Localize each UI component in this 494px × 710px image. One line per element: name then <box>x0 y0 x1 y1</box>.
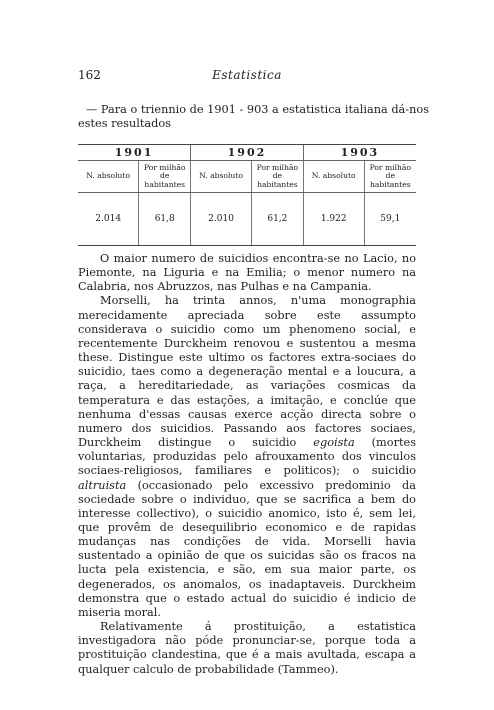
col-header-absolute: N. absoluto <box>303 161 364 193</box>
suicide-statistics-table <box>78 144 416 246</box>
year-header-1902: 1902 <box>191 145 304 161</box>
year-header-1903: 1903 <box>303 145 416 161</box>
table-subheader-row <box>78 161 416 193</box>
body-text <box>78 252 416 677</box>
col-header-per-million: Por milhão de habitantes <box>364 161 416 193</box>
page-number: 162 <box>78 68 101 82</box>
table-row <box>78 193 416 246</box>
paragraph-text: (mortes voluntarias, produzidas pelo afrouxamento dos vinculos sociaes-religiosos, familiares e politicos); o suicidio <box>78 436 416 478</box>
paragraph-text: Morselli, ha trinta annos, n'uma monographia merecidamente apreciada sobre este assumpto considerava o suicidio como um phenomeno social, e recentemente Durckheim renovou e sustentou a mesma these. Distingue este ultimo os factores extra-sociaes do suicidio, taes como a degeneração mental e a loucura, a raça, a hereditariedade, as variações cosmicas da temperatura e das estações, a imitação, e conclúe que nenhuma d'essas causas exerce acção directa sobre o numero dos suicidios. Passando aos factores sociaes, Durckheim distingue o suicidio <box>78 294 416 450</box>
cell-1902-absolute: 2.010 <box>191 193 252 246</box>
table-intro <box>78 103 429 131</box>
cell-1902-per-million: 61,2 <box>251 193 303 246</box>
col-header-per-million: Por milhão de habitantes <box>251 161 303 193</box>
table-year-row <box>78 145 416 161</box>
paragraph-text: (occasionado pelo excessivo predominio da sociedade sobre o individuo, que se sacrifica a bem do interesse collectivo), o suicidio anomico, isto é, sem lei, que provêm de desequilibrio economico e de rapidas mudanças nas condições de vida. Morselli havia sustentado a opinião de que os suicidas são os fracos na lucta pela existencia, e são, em sua maior parte, os degenerados, os anomalos, os inadaptaveis. Durckheim demonstra que o estado actual do suicidio é indicio de miseria moral. <box>78 478 416 619</box>
term-altruista: altruista <box>78 478 127 492</box>
paragraph-prostitution: Relativamente á prostituição, a estatistica investigadora não póde pronunciar-se, porque toda a prostituição clandestina, que é a mais avultada, escapa a qualquer calculo de probabilidade (Tammeo). <box>78 620 416 676</box>
term-egoista: egoista <box>313 436 355 450</box>
col-header-absolute: N. absoluto <box>78 161 139 193</box>
running-head <box>78 68 416 84</box>
cell-1903-absolute: 1.922 <box>303 193 364 246</box>
intro-line-2: estes resultados <box>78 117 171 131</box>
intro-line-1: — Para o triennio de 1901 - 903 a estatistica italiana dá-nos <box>86 103 429 116</box>
col-header-absolute: N. absoluto <box>191 161 252 193</box>
cell-1901-per-million: 61,8 <box>139 193 191 246</box>
year-header-1901: 1901 <box>78 145 191 161</box>
col-header-per-million: Por milhão de habitantes <box>139 161 191 193</box>
cell-1903-per-million: 59,1 <box>364 193 416 246</box>
cell-1901-absolute: 2.014 <box>78 193 139 246</box>
paragraph-morselli-durckheim <box>78 294 416 620</box>
running-title: Estatistica <box>212 68 282 82</box>
paragraph-regional-distribution: O maior numero de suicidios encontra-se no Lacio, no Piemonte, na Liguria e na Emilia; o menor numero na Calabria, nos Abruzzos, nas Pulhas e na Campania. <box>78 252 416 294</box>
